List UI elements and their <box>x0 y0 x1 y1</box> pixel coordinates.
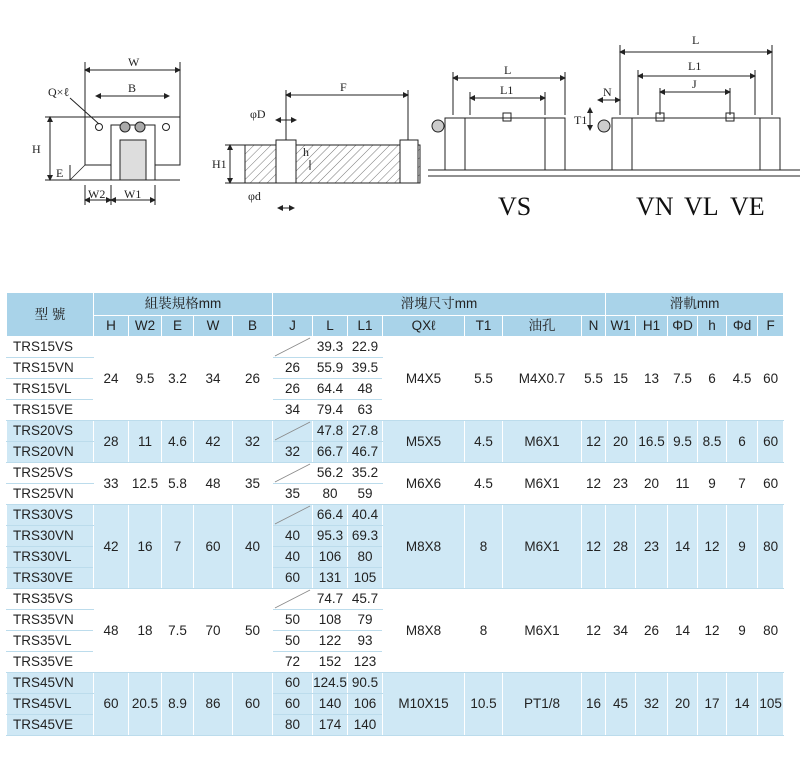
cell-f: 60 <box>758 421 784 463</box>
cell-phi-d-big: 20 <box>668 673 698 736</box>
cell-w: 60 <box>194 505 233 589</box>
cell-phi-d-small: 14 <box>727 673 758 736</box>
spec-table <box>6 292 784 736</box>
label-vl: VL <box>684 192 719 221</box>
label-l-long: L <box>692 33 700 47</box>
label-l-short: L <box>504 63 512 77</box>
cell-qxl: M6X6 <box>383 463 465 505</box>
cell-j: 72 <box>273 652 313 673</box>
cell-qxl: M10X15 <box>383 673 465 736</box>
cell-l: 122 <box>313 631 348 652</box>
cell-l1: 45.7 <box>348 589 383 610</box>
cell-t1: 5.5 <box>465 337 503 421</box>
cell-phi-d-big: 7.5 <box>668 337 698 421</box>
cell-j-empty <box>273 589 313 610</box>
sub-header-cell: ΦD <box>668 316 698 337</box>
sub-header-cell: T1 <box>465 316 503 337</box>
sub-header-cell: N <box>582 316 606 337</box>
cell-n: 5.5 <box>582 337 606 421</box>
cell-l1: 35.2 <box>348 463 383 484</box>
cell-b: 50 <box>233 589 273 673</box>
cell-n: 12 <box>582 589 606 673</box>
cell-h: 24 <box>94 337 129 421</box>
cell-j: 35 <box>273 484 313 505</box>
cell-l: 106 <box>313 547 348 568</box>
cell-l1: 27.8 <box>348 421 383 442</box>
table-row <box>7 337 784 358</box>
cell-l: 56.2 <box>313 463 348 484</box>
sub-header-cell: W2 <box>129 316 162 337</box>
label-t1: T1 <box>574 113 588 127</box>
cell-h-small: 6 <box>698 337 727 421</box>
cell-h: 60 <box>94 673 129 736</box>
cell-w1: 15 <box>606 337 636 421</box>
cell-l: 47.8 <box>313 421 348 442</box>
diagonal-slash-icon <box>273 337 312 357</box>
cell-h1: 16.5 <box>636 421 668 463</box>
cell-h-small: 12 <box>698 589 727 673</box>
cell-h-small: 8.5 <box>698 421 727 463</box>
cell-h1: 13 <box>636 337 668 421</box>
cell-model: TRS20VS <box>7 421 94 442</box>
diagonal-slash-icon <box>273 589 312 609</box>
cell-oil-hole: M6X1 <box>503 463 582 505</box>
cell-w2: 12.5 <box>129 463 162 505</box>
cell-l: 66.7 <box>313 442 348 463</box>
cell-l1: 140 <box>348 715 383 736</box>
sub-header-cell: W1 <box>606 316 636 337</box>
label-vn: VN <box>636 192 674 221</box>
cell-h1: 32 <box>636 673 668 736</box>
cell-n: 12 <box>582 463 606 505</box>
table-row <box>7 505 784 526</box>
cell-h1: 26 <box>636 589 668 673</box>
cell-l1: 59 <box>348 484 383 505</box>
drawing-canvas <box>0 0 800 280</box>
cell-f: 80 <box>758 505 784 589</box>
cell-w2: 16 <box>129 505 162 589</box>
cell-model: TRS15VL <box>7 379 94 400</box>
diagonal-slash-icon <box>273 463 312 483</box>
cell-model: TRS35VS <box>7 589 94 610</box>
cell-l: 64.4 <box>313 379 348 400</box>
technical-drawings <box>0 0 800 280</box>
cell-j: 26 <box>273 379 313 400</box>
cell-j-empty <box>273 505 313 526</box>
cell-oil-hole: M6X1 <box>503 505 582 589</box>
cell-j-empty <box>273 337 313 358</box>
cell-phi-d-big: 14 <box>668 589 698 673</box>
cell-w2: 11 <box>129 421 162 463</box>
cell-h-small: 12 <box>698 505 727 589</box>
cell-w1: 34 <box>606 589 636 673</box>
cell-model: TRS30VN <box>7 526 94 547</box>
label-h: H <box>32 142 41 156</box>
label-h-small: h <box>303 145 309 159</box>
cell-l: 174 <box>313 715 348 736</box>
label-h1: H1 <box>212 157 227 171</box>
diagonal-slash-icon <box>273 421 312 441</box>
sub-header-cell: QXℓ <box>383 316 465 337</box>
cell-b: 26 <box>233 337 273 421</box>
cell-h: 28 <box>94 421 129 463</box>
table-header <box>7 293 784 337</box>
cell-l: 95.3 <box>313 526 348 547</box>
cell-h: 48 <box>94 589 129 673</box>
front-view <box>45 62 180 205</box>
header-assembly: 組裝規格mm <box>94 293 273 316</box>
cell-qxl: M8X8 <box>383 505 465 589</box>
cell-phi-d-small: 4.5 <box>727 337 758 421</box>
cell-l1: 90.5 <box>348 673 383 694</box>
sub-header-cell: H1 <box>636 316 668 337</box>
sub-header-cell: E <box>162 316 194 337</box>
label-e: E <box>56 166 64 180</box>
cell-phi-d-small: 9 <box>727 505 758 589</box>
table-row <box>7 463 784 484</box>
cell-t1: 10.5 <box>465 673 503 736</box>
cell-l: 152 <box>313 652 348 673</box>
label-f: F <box>340 80 347 94</box>
cell-model: TRS35VN <box>7 610 94 631</box>
cell-phi-d-small: 6 <box>727 421 758 463</box>
cell-l: 66.4 <box>313 505 348 526</box>
sub-header-cell: Φd <box>727 316 758 337</box>
cell-b: 32 <box>233 421 273 463</box>
cell-e: 5.8 <box>162 463 194 505</box>
header-rail: 滑軌mm <box>606 293 784 316</box>
cell-phi-d-big: 9.5 <box>668 421 698 463</box>
cell-w2: 20.5 <box>129 673 162 736</box>
label-w: W <box>128 55 140 69</box>
cell-b: 35 <box>233 463 273 505</box>
cell-l1: 46.7 <box>348 442 383 463</box>
cell-l1: 93 <box>348 631 383 652</box>
cell-l1: 105 <box>348 568 383 589</box>
cell-oil-hole: M4X0.7 <box>503 337 582 421</box>
cell-oil-hole: M6X1 <box>503 421 582 463</box>
cell-l1: 106 <box>348 694 383 715</box>
cell-qxl: M4X5 <box>383 337 465 421</box>
label-qxl: Q×ℓ <box>48 85 70 99</box>
cell-l1: 40.4 <box>348 505 383 526</box>
diagonal-slash-icon <box>273 505 312 525</box>
cell-j: 34 <box>273 400 313 421</box>
cell-j: 40 <box>273 547 313 568</box>
cell-w: 34 <box>194 337 233 421</box>
cell-l1: 63 <box>348 400 383 421</box>
cell-h1: 20 <box>636 463 668 505</box>
cell-model: TRS45VN <box>7 673 94 694</box>
cell-l1: 80 <box>348 547 383 568</box>
cell-l1: 48 <box>348 379 383 400</box>
cell-model: TRS20VN <box>7 442 94 463</box>
cell-w1: 20 <box>606 421 636 463</box>
label-w2: W2 <box>88 187 106 201</box>
cell-model: TRS35VE <box>7 652 94 673</box>
cell-phi-d-small: 9 <box>727 589 758 673</box>
cell-f: 60 <box>758 463 784 505</box>
table-row <box>7 589 784 610</box>
cell-l: 55.9 <box>313 358 348 379</box>
cell-w2: 18 <box>129 589 162 673</box>
cell-f: 105 <box>758 673 784 736</box>
label-phi-d-big: φD <box>250 107 266 121</box>
cell-e: 8.9 <box>162 673 194 736</box>
cell-e: 4.6 <box>162 421 194 463</box>
sub-header-cell: B <box>233 316 273 337</box>
cell-model: TRS45VE <box>7 715 94 736</box>
cell-l: 80 <box>313 484 348 505</box>
cell-j-empty <box>273 421 313 442</box>
sub-header-cell: H <box>94 316 129 337</box>
label-b: B <box>128 81 137 95</box>
cell-j: 32 <box>273 442 313 463</box>
cell-model: TRS30VE <box>7 568 94 589</box>
cell-j: 60 <box>273 694 313 715</box>
cell-qxl: M5X5 <box>383 421 465 463</box>
cell-l1: 123 <box>348 652 383 673</box>
header-model: 型 號 <box>7 293 94 337</box>
cell-e: 7 <box>162 505 194 589</box>
cell-l1: 69.3 <box>348 526 383 547</box>
cell-f: 60 <box>758 337 784 421</box>
cell-l: 108 <box>313 610 348 631</box>
label-w1: W1 <box>124 187 142 201</box>
cell-model: TRS45VL <box>7 694 94 715</box>
header-block: 滑塊尺寸mm <box>273 293 606 316</box>
cell-model: TRS35VL <box>7 631 94 652</box>
cell-l: 124.5 <box>313 673 348 694</box>
cell-l: 79.4 <box>313 400 348 421</box>
cell-t1: 4.5 <box>465 463 503 505</box>
cell-j: 60 <box>273 673 313 694</box>
cell-n: 12 <box>582 421 606 463</box>
cell-l1: 39.5 <box>348 358 383 379</box>
cell-w: 42 <box>194 421 233 463</box>
cell-model: TRS25VN <box>7 484 94 505</box>
cell-l: 74.7 <box>313 589 348 610</box>
cell-h-small: 9 <box>698 463 727 505</box>
cell-phi-d-small: 7 <box>727 463 758 505</box>
cell-j: 50 <box>273 610 313 631</box>
cell-j: 60 <box>273 568 313 589</box>
label-ve: VE <box>730 192 765 221</box>
cell-f: 80 <box>758 589 784 673</box>
cell-l1: 22.9 <box>348 337 383 358</box>
cell-w: 70 <box>194 589 233 673</box>
cell-model: TRS15VS <box>7 337 94 358</box>
cell-h-small: 17 <box>698 673 727 736</box>
cell-e: 7.5 <box>162 589 194 673</box>
cell-oil-hole: M6X1 <box>503 589 582 673</box>
cell-l: 39.3 <box>313 337 348 358</box>
cell-h1: 23 <box>636 505 668 589</box>
cell-j: 80 <box>273 715 313 736</box>
cell-model: TRS25VS <box>7 463 94 484</box>
label-vs: VS <box>498 192 532 221</box>
cell-l1: 79 <box>348 610 383 631</box>
cell-w1: 23 <box>606 463 636 505</box>
cell-j: 50 <box>273 631 313 652</box>
cell-t1: 8 <box>465 505 503 589</box>
cell-oil-hole: PT1/8 <box>503 673 582 736</box>
sub-header-row <box>7 316 784 337</box>
cell-b: 60 <box>233 673 273 736</box>
label-j: J <box>692 77 697 91</box>
cell-model: TRS30VS <box>7 505 94 526</box>
sub-header-cell: W <box>194 316 233 337</box>
table-row <box>7 673 784 694</box>
cell-h: 33 <box>94 463 129 505</box>
cell-qxl: M8X8 <box>383 589 465 673</box>
cell-n: 16 <box>582 673 606 736</box>
cell-model: TRS15VN <box>7 358 94 379</box>
sub-header-cell: 油孔 <box>503 316 582 337</box>
cell-w: 86 <box>194 673 233 736</box>
label-phi-d-small: φd <box>248 189 261 203</box>
cell-b: 40 <box>233 505 273 589</box>
cell-l: 140 <box>313 694 348 715</box>
label-n: N <box>603 85 612 99</box>
cell-model: TRS30VL <box>7 547 94 568</box>
cell-j: 26 <box>273 358 313 379</box>
cell-j: 40 <box>273 526 313 547</box>
table-row <box>7 421 784 442</box>
cell-w2: 9.5 <box>129 337 162 421</box>
sub-header-cell: L <box>313 316 348 337</box>
cell-t1: 4.5 <box>465 421 503 463</box>
block-side-view-long <box>590 45 780 170</box>
label-l1-long: L1 <box>688 59 702 73</box>
sub-header-cell: h <box>698 316 727 337</box>
cell-h: 42 <box>94 505 129 589</box>
cell-j-empty <box>273 463 313 484</box>
spec-table-container <box>6 292 783 736</box>
cell-w1: 45 <box>606 673 636 736</box>
cell-w: 48 <box>194 463 233 505</box>
cell-e: 3.2 <box>162 337 194 421</box>
sub-header-cell: F <box>758 316 784 337</box>
sub-header-cell: L1 <box>348 316 383 337</box>
cell-n: 12 <box>582 505 606 589</box>
cell-phi-d-big: 14 <box>668 505 698 589</box>
sub-header-cell: J <box>273 316 313 337</box>
table-body <box>7 337 784 736</box>
cell-l: 131 <box>313 568 348 589</box>
cell-model: TRS15VE <box>7 400 94 421</box>
label-l1-short: L1 <box>500 83 514 97</box>
cell-w1: 28 <box>606 505 636 589</box>
cell-phi-d-big: 11 <box>668 463 698 505</box>
cell-t1: 8 <box>465 589 503 673</box>
